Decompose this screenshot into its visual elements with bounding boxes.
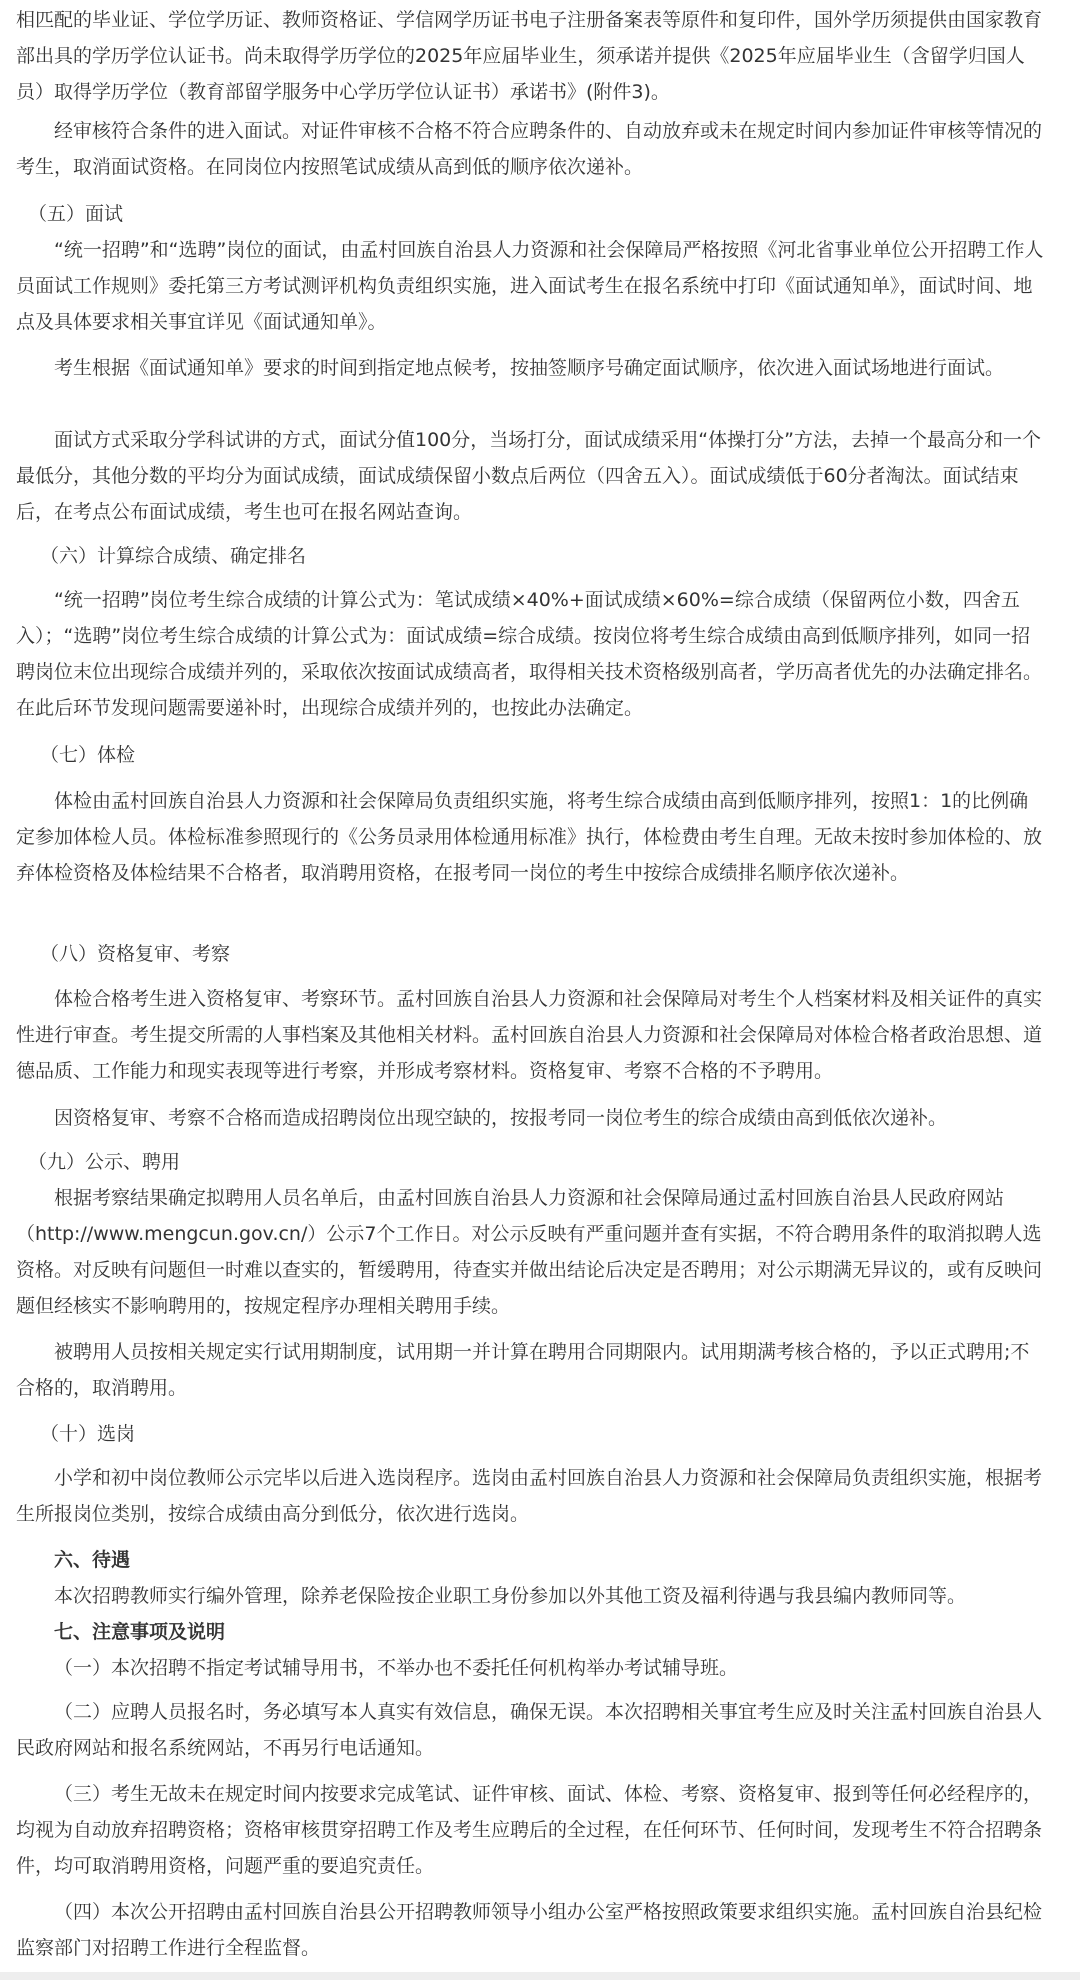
section-heading-benefits: 六、待遇 — [54, 1549, 131, 1571]
paragraph-vacancy-fill: 因资格复审、考察不合格而造成招聘岗位出现空缺的，按报考同一岗位考生的综合成绩由高到低依次递补。 — [54, 1107, 948, 1129]
paragraph-note-3: （三）考生无故未在规定时间内按要求完成笔试、证件审核、面试、体检、考察、资格复审、报到等任何必经程序的，均视为自动放弃招聘资格；资格审核贯穿招聘工作及考生应聘后的全过程，在任何环节、任何时间，发现考生不符合招聘条件，均可取消聘用资格，问题严重的要追究责任。 — [16, 1783, 1043, 1877]
paragraph-post-selection: 小学和初中岗位教师公示完毕以后进入选岗程序。选岗由孟村回族自治县人力资源和社会保障局负责组织实施，根据考生所报岗位类别，按综合成绩由高分到低分，依次进行选岗。 — [16, 1467, 1043, 1525]
paragraph-diploma-documents: 相匹配的毕业证、学位学历证、教师资格证、学信网学历证书电子注册备案表等原件和复印件，国外学历须提供由国家教育部出具的学历学位认证书。尚未取得学历学位的2025年应届毕业生，须承诺并提供《2025年应届毕业生（含留学归国人员）取得学历学位（教育部留学服务中心学历学位认证书）承诺书》(附件3)。 — [16, 9, 1043, 103]
paragraph-note-1: （一）本次招聘不指定考试辅导用书，不举办也不委托任何机构举办考试辅导班。 — [54, 1657, 739, 1679]
section-heading-post-selection: （十）选岗 — [40, 1423, 136, 1445]
paragraph-publicity: 根据考察结果确定拟聘用人员名单后，由孟村回族自治县人力资源和社会保障局通过孟村回族自治县人民政府网站（http://www.mengcun.gov.cn/）公示7个工作日。对公示反映有严重问题并查有实据，不符合聘用条件的取消拟聘人选资格。对反映有问题但一时难以查实的，暂缓聘用，待查实并做出结论后决定是否聘用；对公示期满无异议的，或有反映问题但经核实不影响聘用的，按规定程序办理相关聘用手续。 — [16, 1187, 1043, 1317]
paragraph-benefits: 本次招聘教师实行编外管理，除养老保险按企业职工身份参加以外其他工资及福利待遇与我县编内教师同等。 — [54, 1585, 967, 1607]
paragraph-interview-entry: 经审核符合条件的进入面试。对证件审核不合格不符合应聘条件的、自动放弃或未在规定时间内参加证件审核等情况的考生，取消面试资格。在同岗位内按照笔试成绩从高到低的顺序依次递补。 — [16, 120, 1043, 178]
section-heading-publicity: （九）公示、聘用 — [28, 1151, 181, 1173]
paragraph-ranking-formula: “统一招聘”岗位考生综合成绩的计算公式为：笔试成绩×40%+面试成绩×60%=综合成绩（保留两位小数，四舍五入）；“选聘”岗位考生综合成绩的计算公式为：面试成绩=综合成绩。按岗位将考生综合成绩由高到低顺序排列，如同一招聘岗位末位出现综合成绩并列的，采取依次按面试成绩高者，取得相关技术资格级别高者，学历高者优先的办法确定排名。在此后环节发现问题需要递补时，出现综合成绩并列的，也按此办法确定。 — [16, 589, 1043, 719]
paragraph-note-2: （二）应聘人员报名时，务必填写本人真实有效信息，确保无误。本次招聘相关事宜考生应及时关注孟村回族自治县人民政府网站和报名系统网站，不再另行电话通知。 — [16, 1701, 1043, 1759]
section-heading-physical-exam: （七）体检 — [40, 744, 136, 766]
paragraph-probation: 被聘用人员按相关规定实行试用期制度，试用期一并计算在聘用合同期限内。试用期满考核合格的，予以正式聘用;不合格的，取消聘用。 — [16, 1341, 1030, 1399]
paragraph-interview-scoring: 面试方式采取分学科试讲的方式，面试分值100分，当场打分，面试成绩采用“体操打分”方法，去掉一个最高分和一个最低分，其他分数的平均分为面试成绩，面试成绩保留小数点后两位（四舍五入）。面试成绩低于60分者淘汰。面试结束后，在考点公布面试成绩，考生也可在报名网站查询。 — [16, 429, 1041, 523]
section-heading-notes: 七、注意事项及说明 — [54, 1621, 226, 1643]
paragraph-interview-organization: “统一招聘”和“选聘”岗位的面试，由孟村回族自治县人力资源和社会保障局严格按照《河北省事业单位公开招聘工作人员面试工作规则》委托第三方考试测评机构负责组织实施，进入面试考生在报名系统中打印《面试通知单》，面试时间、地点及具体要求相关事宜详见《面试通知单》。 — [16, 239, 1044, 333]
paragraph-interview-order: 考生根据《面试通知单》要求的时间到指定地点候考，按抽签顺序号确定面试顺序，依次进入面试场地进行面试。 — [54, 357, 1005, 379]
bottom-edge-bar — [0, 1972, 1080, 1980]
section-heading-review: （八）资格复审、考察 — [40, 943, 231, 965]
section-heading-interview: （五）面试 — [28, 203, 124, 225]
paragraph-note-4: （四）本次公开招聘由孟村回族自治县公开招聘教师领导小组办公室严格按照政策要求组织实施。孟村回族自治县纪检监察部门对招聘工作进行全程监督。 — [16, 1901, 1043, 1959]
paragraph-review: 体检合格考生进入资格复审、考察环节。孟村回族自治县人力资源和社会保障局对考生个人档案材料及相关证件的真实性进行审查。考生提交所需的人事档案及其他相关材料。孟村回族自治县人力资源和社会保障局对体检合格者政治思想、道德品质、工作能力和现实表现等进行考察，并形成考察材料。资格复审、考察不合格的不予聘用。 — [16, 988, 1043, 1082]
paragraph-physical-exam: 体检由孟村回族自治县人力资源和社会保障局负责组织实施，将考生综合成绩由高到低顺序排列，按照1：1的比例确定参加体检人员。体检标准参照现行的《公务员录用体检通用标准》执行，体检费由考生自理。无故未按时参加体检的、放弃体检资格及体检结果不合格者，取消聘用资格，在报考同一岗位的考生中按综合成绩排名顺序依次递补。 — [16, 790, 1043, 884]
section-heading-ranking: （六）计算综合成绩、确定排名 — [40, 545, 307, 567]
